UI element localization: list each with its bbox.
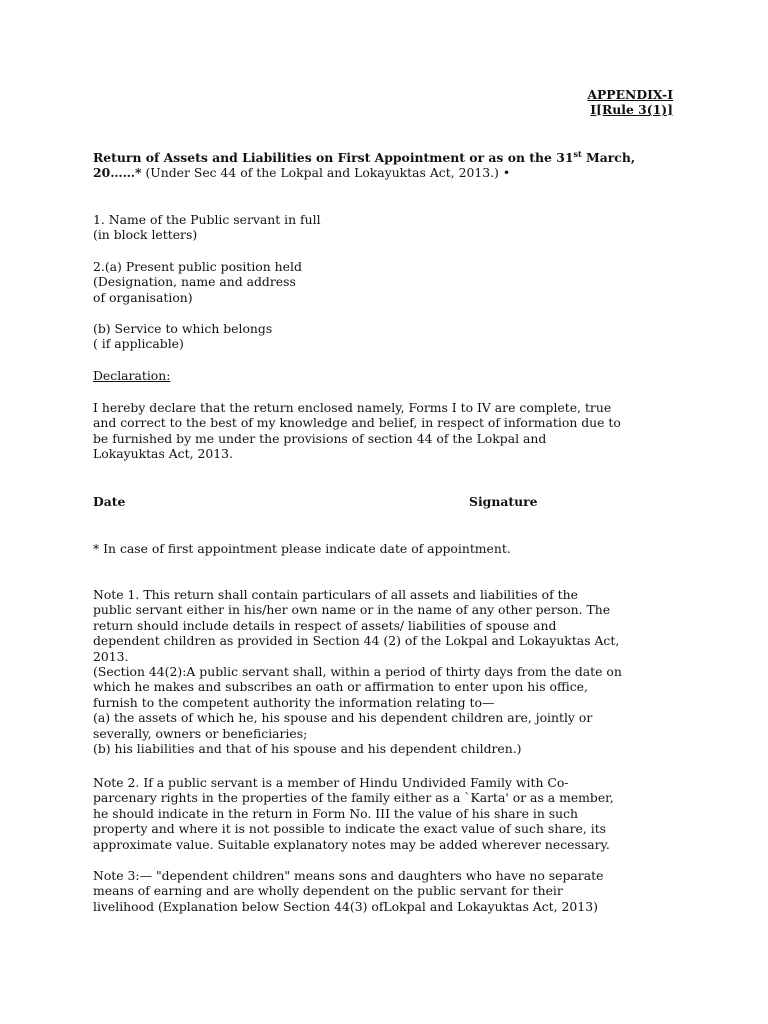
declaration-line: and correct to the best of my knowledge and belief, in respect of information due to — [93, 415, 621, 431]
note-line: furnish to the competent authority the information relating to— — [93, 694, 495, 710]
note-line: he should indicate in the return in Form No. III the value of his share in such — [93, 805, 579, 821]
rule-label: I[Rule 3(1)] — [590, 102, 673, 117]
title-act-reference: (Under Sec 44 of the Lokpal and Lokayuktas Act, 2013.) • — [141, 165, 511, 181]
title-superscript: st — [573, 149, 582, 159]
document-title — [93, 150, 673, 181]
field-position-label: 2.(a) Present public position held — [93, 259, 302, 274]
note-line: which he makes and subscribes an oath or affirmation to enter upon his office, — [93, 679, 588, 695]
date-label: Date — [93, 494, 126, 509]
note-line: parcenary rights in the properties of the family either as a `Karta' or as a member, — [93, 790, 614, 806]
title-year: 20……* — [93, 165, 142, 181]
field-name — [93, 212, 673, 243]
note-line: livelihood (Explanation below Section 44(3) ofLokpal and Lokayuktas Act, 2013) — [93, 898, 598, 914]
appendix-label: APPENDIX-I — [587, 87, 673, 102]
declaration-line: Lokayuktas Act, 2013. — [93, 446, 233, 462]
note-line: dependent children as provided in Section 44 (2) of the Lokpal and Lokayuktas Act, — [93, 633, 620, 649]
signature-label: Signature — [469, 494, 538, 509]
field-name-label: 1. Name of the Public servant in full — [93, 212, 321, 227]
note-line: (a) the assets of which he, his spouse and his dependent children are, jointly or — [93, 710, 593, 726]
note-line: means of earning and are wholly dependent on the public servant for their — [93, 883, 563, 899]
declaration-text — [93, 400, 673, 462]
note-line: public servant either in his/her own name or in the name of any other person. The — [93, 602, 611, 618]
field-position-hint-2: of organisation) — [93, 289, 193, 305]
declaration-line: I hereby declare that the return enclosed namely, Forms I to IV are complete, true — [93, 400, 612, 415]
appendix-header — [587, 87, 673, 117]
note-line: approximate value. Suitable explanatory notes may be added wherever necessary. — [93, 836, 610, 852]
note-line: (Section 44(2):A public servant shall, within a period of thirty days from the date on — [93, 664, 622, 680]
note-line: Note 2. If a public servant is a member of Hindu Undivided Family with Co- — [93, 775, 569, 790]
declaration-heading: Declaration: — [93, 368, 171, 383]
field-service-label: (b) Service to which belongs — [93, 321, 273, 336]
title-text: Return of Assets and Liabilities on First Appointment or as on the 31 — [93, 150, 574, 165]
field-position-hint-1: (Designation, name and address — [93, 274, 296, 290]
note-line: return should include details in respect of assets/ liabilities of spouse and — [93, 617, 557, 633]
declaration-line: be furnished by me under the provisions of section 44 of the Lokpal and — [93, 430, 547, 446]
note-2 — [93, 775, 673, 852]
note-1 — [93, 587, 673, 756]
footnote: * In case of first appointment please indicate date of appointment. — [93, 541, 511, 556]
note-3 — [93, 868, 673, 914]
field-name-hint: (in block letters) — [93, 227, 198, 243]
note-line: Note 3:— "dependent children" means sons and daughters who have no separate — [93, 868, 604, 883]
note-line: (b) his liabilities and that of his spouse and his dependent children.) — [93, 741, 522, 757]
field-service — [93, 321, 673, 352]
field-position — [93, 259, 673, 305]
title-text-2: March, — [581, 150, 636, 165]
field-service-hint: ( if applicable) — [93, 336, 184, 352]
note-line: severally, owners or beneficiaries; — [93, 725, 308, 741]
note-line: property and where it is not possible to indicate the exact value of such share, its — [93, 821, 607, 837]
note-line: Note 1. This return shall contain particulars of all assets and liabilities of the — [93, 587, 578, 602]
note-line: 2013. — [93, 648, 129, 664]
